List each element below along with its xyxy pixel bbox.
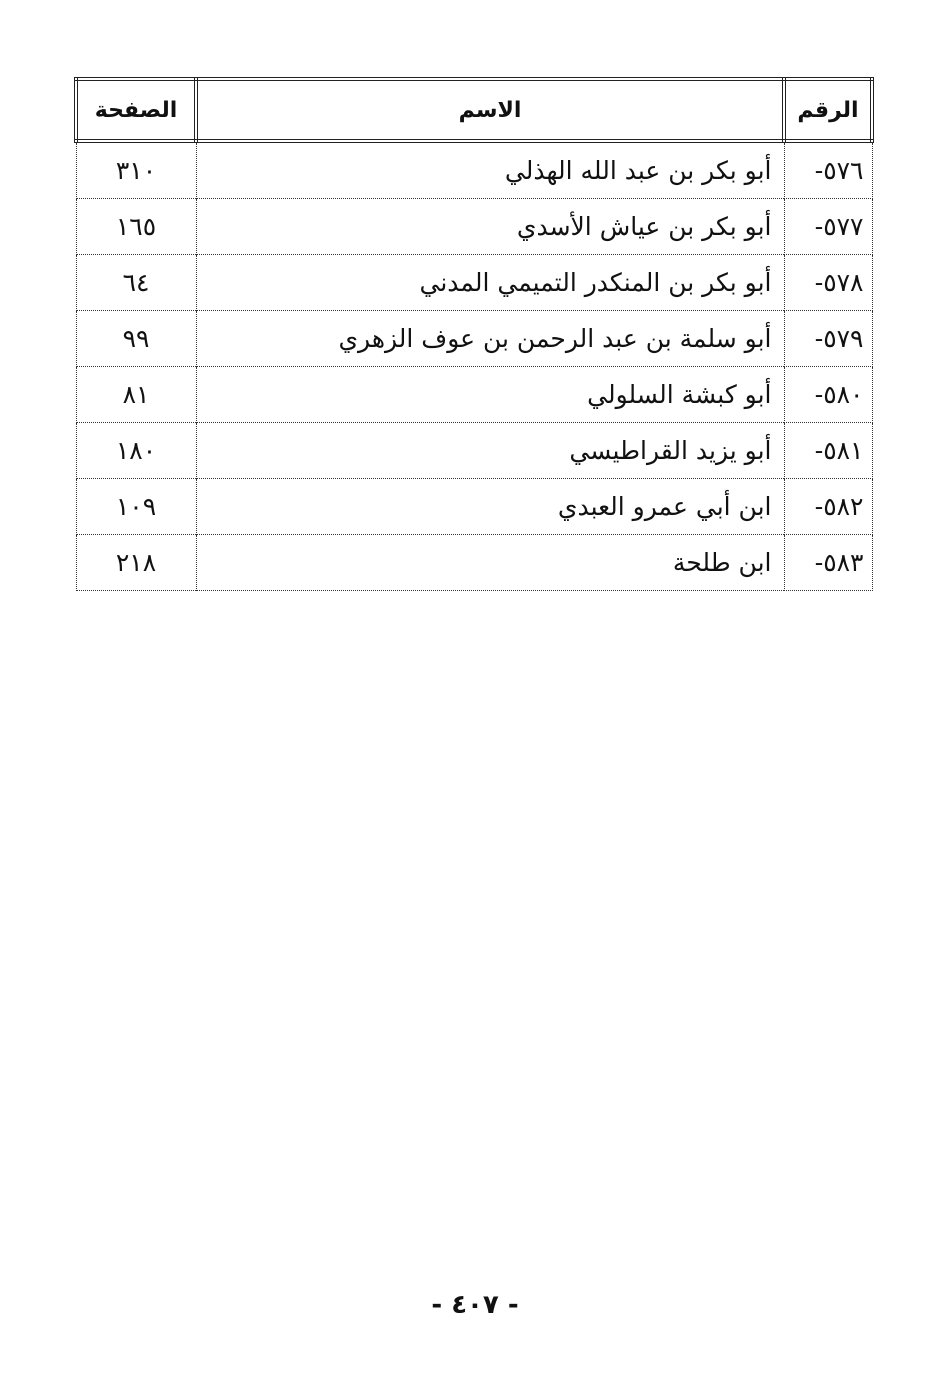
row-number: ٥٧٩- [784,311,872,367]
table-header-row [76,79,872,141]
row-name: أبو بكر بن المنكدر التميمي المدني [196,255,784,311]
row-number: ٥٧٨- [784,255,872,311]
row-name: أبو بكر بن عبد الله الهذلي [196,141,784,199]
row-page: ٣١٠ [76,141,196,199]
row-name: أبو بكر بن عياش الأسدي [196,199,784,255]
table-row [76,255,872,311]
row-name: أبو سلمة بن عبد الرحمن بن عوف الزهري [196,311,784,367]
page-number: - ٤٠٧ - [431,1290,519,1320]
table-row [76,423,872,479]
table-row [76,199,872,255]
table-row [76,311,872,367]
row-number: ٥٧٧- [784,199,872,255]
index-table-container [74,77,870,591]
row-page: ٩٩ [76,311,196,367]
row-name: ابن أبي عمرو العبدي [196,479,784,535]
row-name: ابن طلحة [196,535,784,591]
row-number: ٥٨٣- [784,535,872,591]
row-page: ٦٤ [76,255,196,311]
table-row [76,479,872,535]
row-page: ١٠٩ [76,479,196,535]
row-page: ٢١٨ [76,535,196,591]
header-page: الصفحة [76,79,196,141]
row-name: أبو يزيد القراطيسي [196,423,784,479]
table-row [76,535,872,591]
table-row [76,367,872,423]
header-number: الرقم [784,79,872,141]
index-table [74,77,874,591]
row-number: ٥٨١- [784,423,872,479]
row-number: ٥٧٦- [784,141,872,199]
header-name: الاسم [196,79,784,141]
row-page: ١٦٥ [76,199,196,255]
row-number: ٥٨٢- [784,479,872,535]
row-page: ١٨٠ [76,423,196,479]
row-name: أبو كبشة السلولي [196,367,784,423]
row-number: ٥٨٠- [784,367,872,423]
table-row [76,141,872,199]
row-page: ٨١ [76,367,196,423]
